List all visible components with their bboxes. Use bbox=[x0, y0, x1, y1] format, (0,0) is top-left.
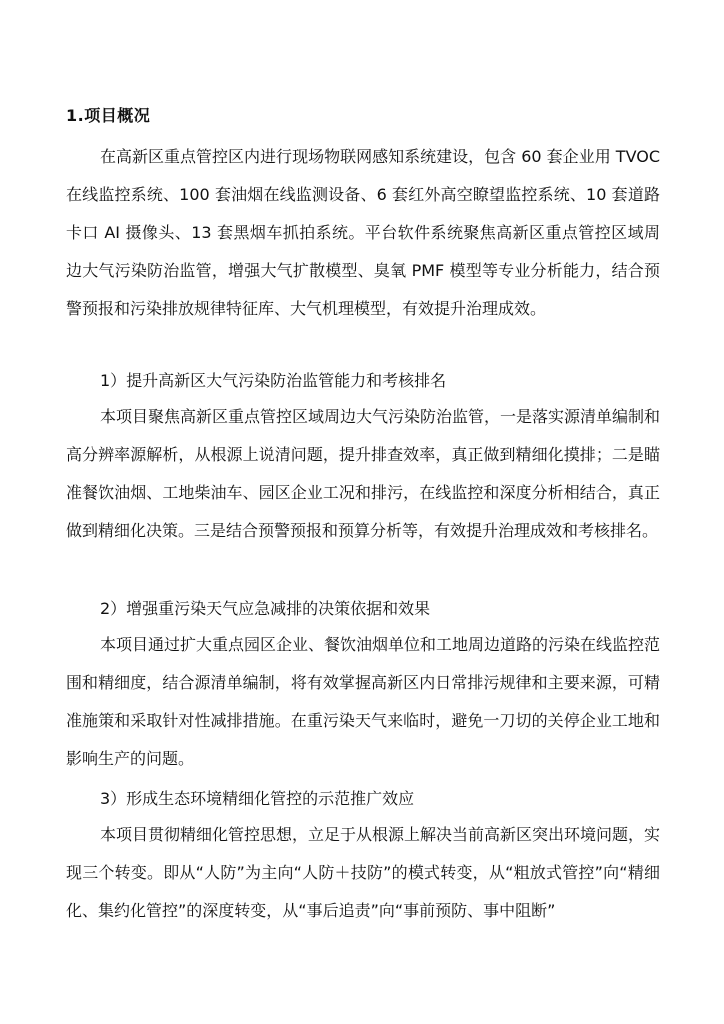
subsection-body-1: 本项目聚焦高新区重点管控区域周边大气污染防治监管，一是落实源清单编制和高分辨率源解析，从根源上说清问题，提升排查效率，真正做到精细化摸排；二是瞄准餐饮油烟、工地柴油车、园区企业工况和排污，在线监控和深度分析相结合，真正做到精细化决策。三是结合预警预报和预算分析等，有效提升治理成效和考核排名。 bbox=[66, 407, 661, 540]
subsection-body-3: 本项目贯彻精细化管控思想，立足于从根源上解决当前高新区突出环境问题，实现三个转变。即从“人防”为主向“人防＋技防”的模式转变，从“粗放式管控”向“精细化、集约化管控”的深度转变，从“事后追责”向“事前预防、事中阻断” bbox=[66, 825, 661, 920]
intro-paragraph: 在高新区重点管控区内进行现场物联网感知系统建设，包含 60 套企业用 TVOC 在线监控系统、100 套油烟在线监测设备、6 套红外高空瞭望监控系统、10 套道路卡口 AI 摄像头、13 套黑烟车抓拍系统。平台软件系统聚焦高新区重点管控区域周边大气污染防治监管，增强大气扩散模型、臭氧 PMF 模型等专业分析能力，结合预警预报和污染排放规律特征库、大气机理模型，有效提升治理成效。 bbox=[66, 147, 660, 318]
subsection-title-3: 3）形成生态环境精细化管控的示范推广效应 bbox=[100, 789, 415, 808]
subsection-body-2: 本项目通过扩大重点园区企业、餐饮油烟单位和工地周边道路的污染在线监控范围和精细度，结合源清单编制，将有效掌握高新区内日常排污规律和主要来源，可精准施策和采取针对性减排措施。在重污染天气来临时，避免一刀切的关停企业工地和影响生产的问题。 bbox=[66, 635, 661, 768]
section-heading: 1.项目概况 bbox=[66, 106, 151, 125]
subsection-title-1: 1）提升高新区大气污染防治监管能力和考核排名 bbox=[100, 371, 447, 390]
subsection-title-2: 2）增强重污染天气应急减排的决策依据和效果 bbox=[100, 599, 431, 618]
